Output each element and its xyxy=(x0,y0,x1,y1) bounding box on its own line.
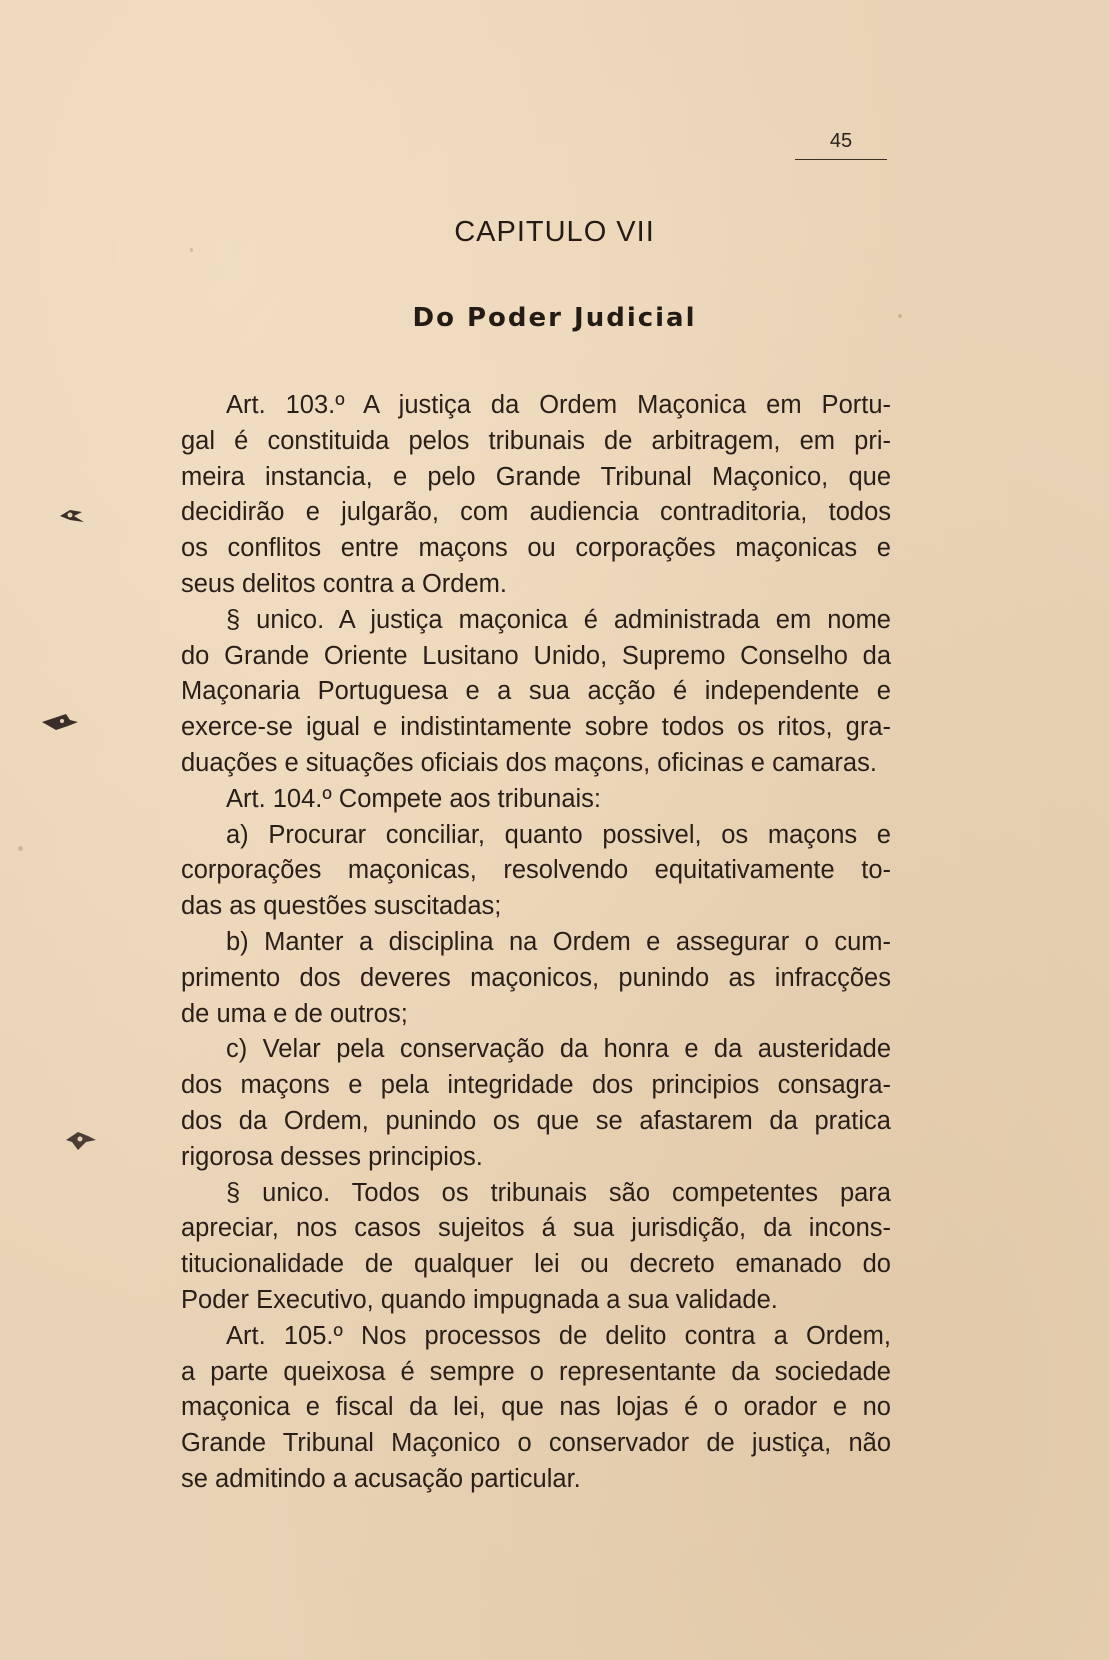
text-line: corporações maçonicas, resolvendo equitativamente to- xyxy=(181,856,891,885)
chapter-title: CAPITULO VII xyxy=(454,216,655,248)
body-text xyxy=(181,388,891,1498)
text-line: § unico. Todos os tribunais são competentes para xyxy=(226,1178,891,1207)
text-line: primento dos deveres maçonicos, punindo as infracções xyxy=(181,963,891,992)
text-line: dos da Ordem, punindo os que se afastarem da pratica xyxy=(181,1106,891,1135)
text-line: Art. 104.º Compete aos tribunais: xyxy=(226,784,602,813)
text-line: gal é constituida pelos tribunais de arbitragem, em pri- xyxy=(181,426,891,455)
text-line: se admitindo a acusação particular. xyxy=(181,1464,581,1493)
text-line: Poder Executivo, quando impugnada a sua validade. xyxy=(181,1285,778,1314)
text-line: titucionalidade de qualquer lei ou decreto emanado do xyxy=(181,1250,891,1279)
text-line: maçonica e fiscal da lei, que nas lojas é o orador e no xyxy=(181,1393,891,1422)
text-line: c) Velar pela conservação da honra e da austeridade xyxy=(226,1035,891,1064)
text-line: dos maçons e pela integridade dos principios consagra- xyxy=(181,1071,891,1100)
text-line: seus delitos contra a Ordem. xyxy=(181,569,507,598)
text-line: exerce-se igual e indistintamente sobre todos os ritos, gra- xyxy=(181,713,891,742)
text-line: § unico. A justiça maçonica é administrada em nome xyxy=(226,605,891,634)
text-line: do Grande Oriente Lusitano Unido, Supremo Conselho da xyxy=(181,641,891,670)
insect-damage-mark xyxy=(52,500,92,530)
text-line: apreciar, nos casos sujeitos á sua jurisdição, da incons- xyxy=(181,1214,891,1243)
paper-speck xyxy=(190,248,193,252)
page-number-rule xyxy=(795,159,887,160)
text-line: rigorosa desses principios. xyxy=(181,1142,483,1171)
paper-speck xyxy=(898,314,902,318)
text-line: a parte queixosa é sempre o representante da sociedade xyxy=(181,1357,891,1386)
text-line: os conflitos entre maçons ou corporações maçonicas e xyxy=(181,534,891,563)
paper-speck xyxy=(18,846,23,851)
section-title: Do Poder Judicial xyxy=(412,303,697,333)
text-line: de uma e de outros; xyxy=(181,999,408,1028)
text-line: Art. 105.º Nos processos de delito contra a Ordem, xyxy=(226,1321,891,1350)
text-line: a) Procurar conciliar, quanto possivel, os maçons e xyxy=(226,820,891,849)
text-line: meira instancia, e pelo Grande Tribunal Maçonico, que xyxy=(181,462,891,491)
text-line: das as questões suscitadas; xyxy=(181,892,502,921)
page-number: 45 xyxy=(829,130,853,152)
text-line: duações e situações oficiais dos maçons, oficinas e camaras. xyxy=(181,748,877,777)
text-line: Art. 103.º A justiça da Ordem Maçonica em Portu- xyxy=(226,391,891,419)
text-line: b) Manter a disciplina na Ordem e assegurar o cum- xyxy=(226,927,891,956)
text-line: Maçonaria Portuguesa e a sua acção é independente e xyxy=(181,677,891,706)
text-line: decidirão e julgarão, com audiencia contraditoria, todos xyxy=(181,498,891,527)
insect-damage-mark xyxy=(60,1126,100,1156)
text-line: Grande Tribunal Maçonico o conservador de justiça, não xyxy=(181,1429,891,1458)
insect-damage-mark xyxy=(40,708,80,738)
